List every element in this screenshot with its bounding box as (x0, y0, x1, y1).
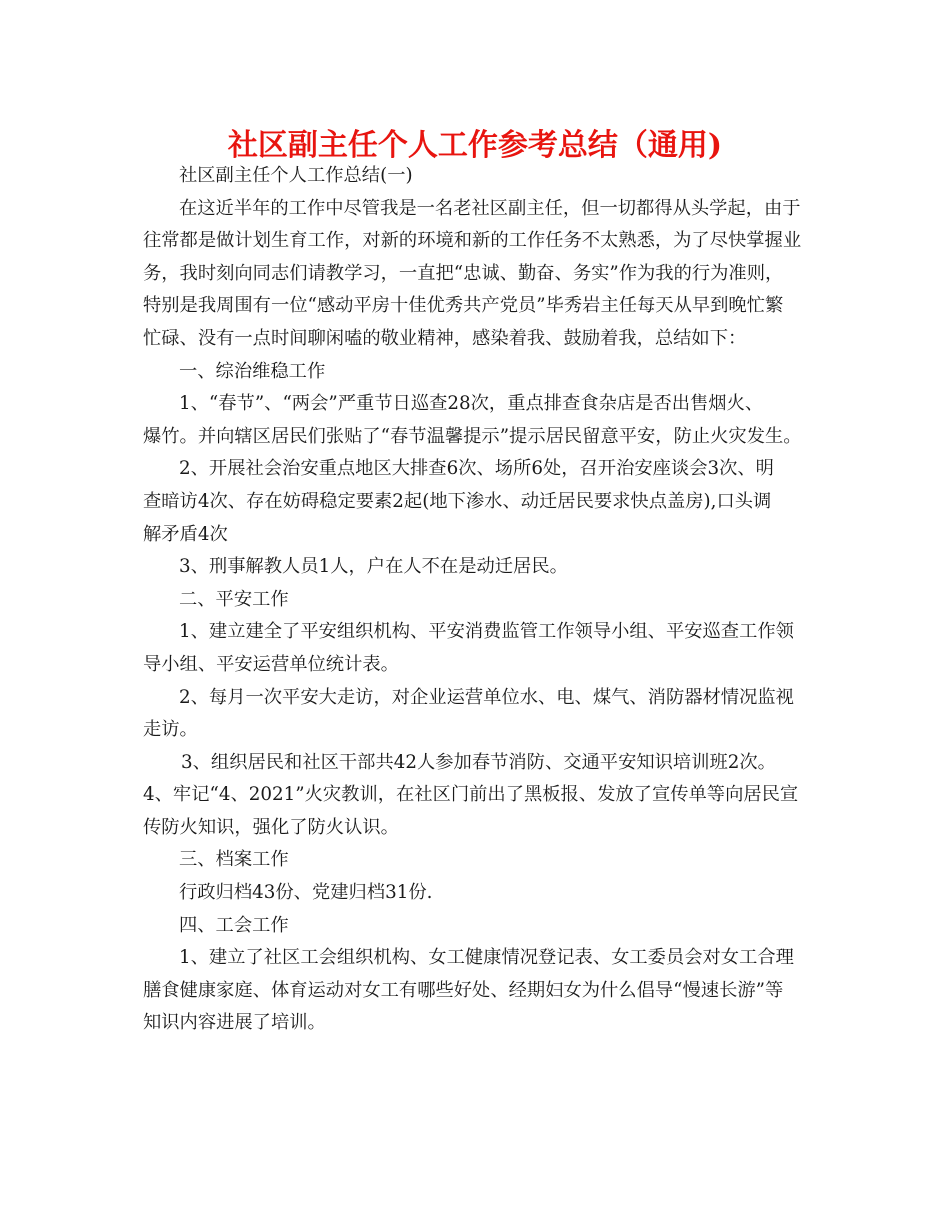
text-line: 3、组织居民和社区干部共42人参加春节消防、交通平安知识培训班2次。 (181, 751, 776, 773)
text-line: 走访。 (143, 719, 198, 741)
text-line: 传防火知识，强化了防火认识。 (143, 816, 399, 838)
text-line: 1、“春节”、“两会”严重节日巡查28次，重点排查食杂店是否出售烟火、 (179, 393, 764, 415)
text-line: 一、综治维稳工作 (179, 360, 326, 382)
text-line: 2、每月一次平安大走访，对企业运营单位水、电、煤气、消防器材情况监视 (179, 686, 794, 708)
text-line: 1、建立了社区工会组织机构、女工健康情况登记表、女工委员会对女工合理 (179, 947, 794, 969)
text-line: 知识内容进展了培训。 (143, 1012, 326, 1034)
text-line: 行政归档43份、党建归档31份. (179, 882, 433, 904)
text-line: 务，我时刻向同志们请教学习，一直把“忠诚、勤奋、务实”作为我的行为准则， (143, 262, 784, 284)
text-line: 特别是我周围有一位“感动平房十佳优秀共产党员”毕秀岩主任每天从早到晚忙繁 (143, 295, 784, 317)
text-line: 忙碌、没有一点时间聊闲嗑的敬业精神，感染着我、鼓励着我，总结如下： (143, 327, 747, 349)
text-line: 2、开展社会治安重点地区大排查6次、场所6处，召开治安座谈会3次、明 (179, 458, 774, 480)
text-line: 导小组、平安运营单位统计表。 (143, 653, 399, 675)
document-title: 社区副主任个人工作参考总结（通用) (227, 128, 723, 163)
text-line: 在这近半年的工作中尽管我是一名老社区副主任，但一切都得从头学起，由于 (179, 197, 801, 219)
text-line: 四、工会工作 (179, 914, 289, 936)
text-line: 1、建立建全了平安组织机构、平安消费监管工作领导小组、平安巡查工作领 (179, 621, 794, 643)
text-line: 解矛盾4次 (143, 523, 228, 545)
document-body (143, 160, 843, 1040)
text-line: 查暗访4次、存在妨碍稳定要素2起(地下渗水、动迁居民要求快点盖房),口头调 (143, 490, 772, 512)
text-line: 三、档案工作 (179, 849, 289, 871)
text-line: 3、刑事解教人员1人，户在人不在是动迁居民。 (179, 556, 568, 578)
text-line: 膳食健康家庭、体育运动对女工有哪些好处、经期妇女为什么倡导“慢速长游”等 (143, 979, 784, 1001)
text-line: 往常都是做计划生育工作，对新的环境和新的工作任务不太熟悉，为了尽快掌握业 (143, 230, 802, 252)
text-line: 社区副主任个人工作总结(一) (179, 165, 413, 186)
text-line: 4、牢记“4、2021”火灾教训，在社区门前出了黑板报、发放了宣传单等向居民宣 (143, 784, 799, 806)
text-line: 二、平安工作 (179, 588, 289, 610)
text-line: 爆竹。并向辖区居民们张贴了“春节温馨提示”提示居民留意平安，防止火灾发生。 (143, 425, 802, 447)
